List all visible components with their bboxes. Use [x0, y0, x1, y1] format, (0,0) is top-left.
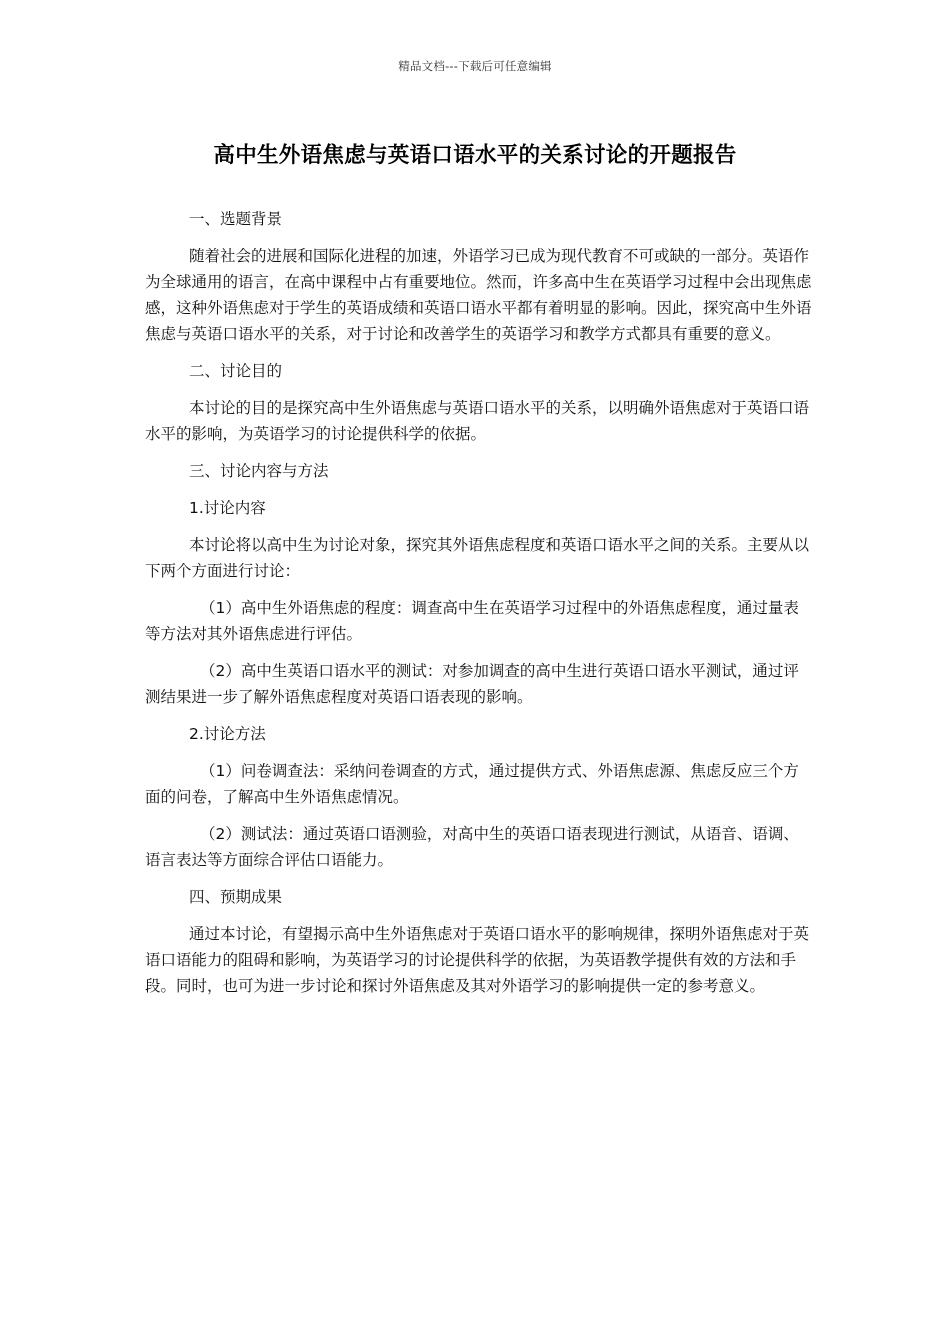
list-item-method-1: （1）问卷调查法：采纳问卷调查的方式，通过提供方式、外语焦虑源、焦虑反应三个方面的问卷，了解高中生外语焦虑情况。	[145, 762, 799, 806]
list-item-content-2: （2）高中生英语口语水平的测试：对参加调查的高中生进行英语口语水平测试，通过评测结果进一步了解外语焦虑程度对英语口语表现的影响。	[145, 662, 799, 706]
paragraph-content-intro: 本讨论将以高中生为讨论对象，探究其外语焦虑程度和英语口语水平之间的关系。主要从以下两个方面进行讨论：	[145, 536, 810, 580]
section-heading-content-method: 三、讨论内容与方法	[189, 462, 329, 480]
paragraph-outcomes: 通过本讨论，有望揭示高中生外语焦虑对于英语口语水平的影响规律，探明外语焦虑对于英语口语能力的阻碍和影响，为英语学习的讨论提供科学的依据，为英语教学提供有效的方法和手段。同时，也可为进一步讨论和探讨外语焦虑及其对外语学习的影响提供一定的参考意义。	[145, 925, 810, 995]
header-note: 精品文档---下载后可任意编辑	[398, 59, 552, 73]
subsection-heading-content: 1.讨论内容	[189, 499, 266, 517]
paragraph-background: 随着社会的进展和国际化进程的加速，外语学习已成为现代教育不可或缺的一部分。英语作为全球通用的语言，在高中课程中占有重要地位。然而，许多高中生在英语学习过程中会出现焦虑感，这种外语焦虑对于学生的英语成绩和英语口语水平都有着明显的影响。因此，探究高中生外语焦虑与英语口语水平的关系，对于讨论和改善学生的英语学习和教学方式都具有重要的意义。	[145, 247, 812, 343]
section-heading-background: 一、选题背景	[189, 210, 283, 228]
section-heading-purpose: 二、讨论目的	[189, 362, 283, 380]
paragraph-purpose: 本讨论的目的是探究高中生外语焦虑与英语口语水平的关系，以明确外语焦虑对于英语口语水平的影响，为英语学习的讨论提供科学的依据。	[145, 399, 810, 443]
subsection-heading-method: 2.讨论方法	[189, 725, 266, 743]
list-item-content-1: （1）高中生外语焦虑的程度：调查高中生在英语学习过程中的外语焦虑程度，通过量表等方法对其外语焦虑进行评估。	[145, 599, 799, 643]
list-item-method-2: （2）测试法：通过英语口语测验，对高中生的英语口语表现进行测试，从语音、语调、语言表达等方面综合评估口语能力。	[145, 825, 799, 869]
document-title: 高中生外语焦虑与英语口语水平的关系讨论的开题报告	[213, 143, 737, 168]
section-heading-outcomes: 四、预期成果	[189, 888, 283, 906]
document-body	[145, 206, 813, 1010]
